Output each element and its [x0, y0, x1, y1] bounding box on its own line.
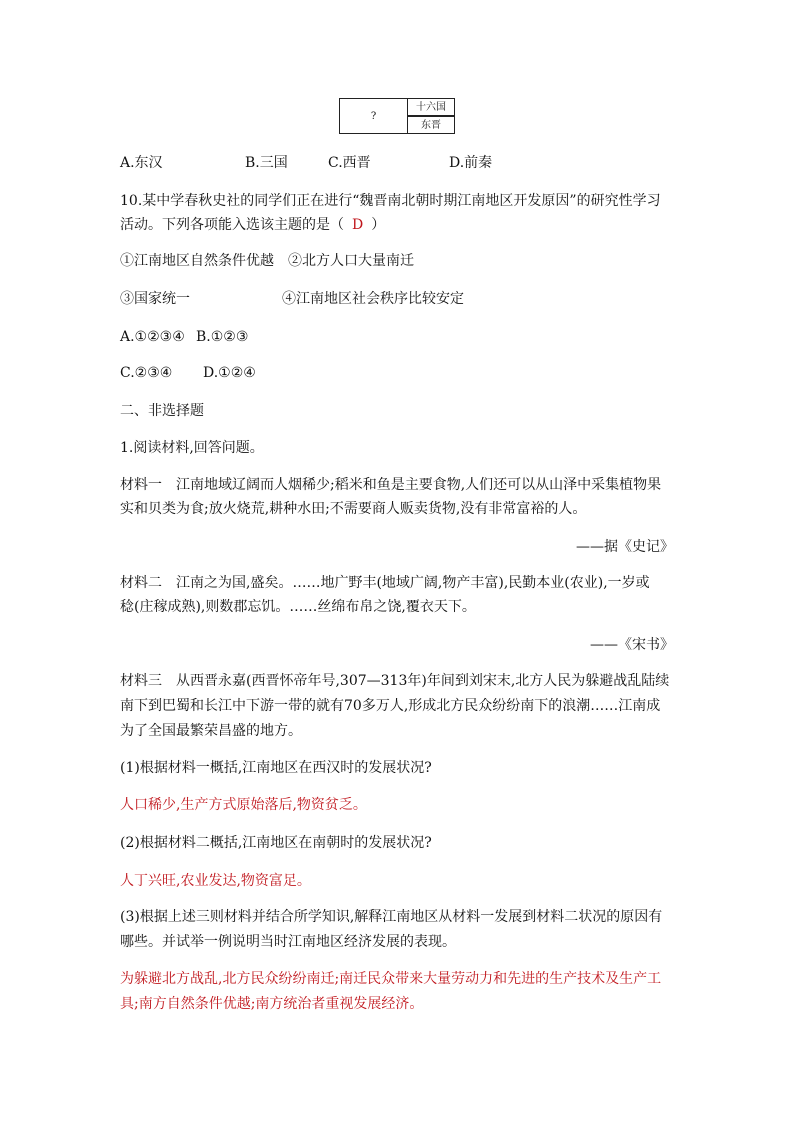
diagram-eastern-jin-label: 东晋 [421, 120, 441, 131]
q10-item-1: ①江南地区自然条件优越 [120, 253, 274, 269]
sub-answer-2: 人丁兴旺,农业发达,物资富足。 [120, 873, 311, 889]
q10-option-b: B.①②③ [196, 329, 249, 345]
diagram-sixteen-kingdoms-box [407, 98, 455, 116]
sub-question-2: (2)根据材料二概括,江南地区在南朝时的发展状况? [120, 835, 432, 851]
diagram-unknown-label: ? [370, 111, 377, 122]
sub-answer-3-line2: 具;南方自然条件优越;南方统治者重视发展经济。 [120, 996, 424, 1012]
material-2-source: ——《宋书》 [590, 637, 674, 653]
dynasty-diagram [339, 98, 455, 134]
q9-option-c: C.西晋 [328, 155, 371, 171]
q10-option-d: D.①②④ [203, 365, 256, 381]
q9-option-d: D.前秦 [449, 155, 493, 171]
sub-answer-1: 人口稀少,生产方式原始落后,物资贫乏。 [120, 797, 367, 813]
q10-stem-suffix: ） [371, 217, 386, 233]
q10-stem-line2 [120, 214, 676, 236]
q10-answer: D [352, 217, 364, 233]
q10-item-4: ④江南地区社会秩序比较安定 [282, 291, 464, 307]
q10-option-c: C.②③④ [120, 365, 173, 381]
diagram-eastern-jin-box [407, 116, 455, 134]
section-heading: 二、非选择题 [120, 403, 204, 419]
sub-question-3-line1: (3)根据上述三则材料并结合所学知识,解释江南地区从材料一发展到材料二状况的原因有 [120, 909, 663, 925]
q9-option-b: B.三国 [245, 155, 288, 171]
diagram-unknown-box [339, 98, 407, 134]
sub-answer-3-line1: 为躲避北方战乱,北方民众纷纷南迁;南迁民众带来大量劳动力和先进的生产技术及生产工 [120, 971, 662, 987]
material-1-line1: 材料一 江南地域辽阔而人烟稀少;稻米和鱼是主要食物,人们还可以从山泽中采集植物果 [120, 477, 662, 493]
material-2-line1: 材料二 江南之为国,盛矣。……地广野丰(地域广阔,物产丰富),民勤本业(农业),一岁或 [120, 575, 650, 591]
q9-option-a: A.东汉 [120, 155, 163, 171]
material-1-line2: 实和贝类为食;放火烧荒,耕种水田;不需要商人贩卖货物,没有非常富裕的人。 [120, 501, 587, 517]
q10-stem-prefix: 活动。下列各项能入选该主题的是（ [120, 217, 344, 233]
q10-stem-line1: 10.某中学春秋史社的同学们正在进行“魏晋南北朝时期江南地区开发原因”的研究性学习 [120, 193, 661, 209]
q10-option-a: A.①②③④ [120, 329, 185, 345]
material-3-line2: 南下到巴蜀和长江中下游一带的就有70多万人,形成北方民众纷纷南下的浪潮……江南成 [120, 698, 661, 714]
q10-item-3: ③国家统一 [120, 291, 190, 307]
material-3-line3: 为了全国最繁荣昌盛的地方。 [120, 723, 302, 739]
material-3-line1: 材料三 从西晋永嘉(西晋怀帝年号,307—313年)年间到刘宋末,北方人民为躲避战乱陆续 [120, 673, 670, 689]
q10-item-2: ②北方人口大量南迁 [288, 253, 414, 269]
material-2-line2: 稔(庄稼成熟),则数郡忘饥。……丝绵布帛之饶,覆衣天下。 [120, 599, 476, 615]
sub-question-1: (1)根据材料一概括,江南地区在西汉时的发展状况? [120, 760, 432, 776]
diagram-sixteen-kingdoms-label: 十六国 [416, 102, 446, 113]
sub-question-3-line2: 哪些。并试举一例说明当时江南地区经济发展的表现。 [120, 934, 456, 950]
q1-intro: 1.阅读材料,回答问题。 [120, 440, 264, 456]
material-1-source: ——据《史记》 [576, 539, 674, 555]
